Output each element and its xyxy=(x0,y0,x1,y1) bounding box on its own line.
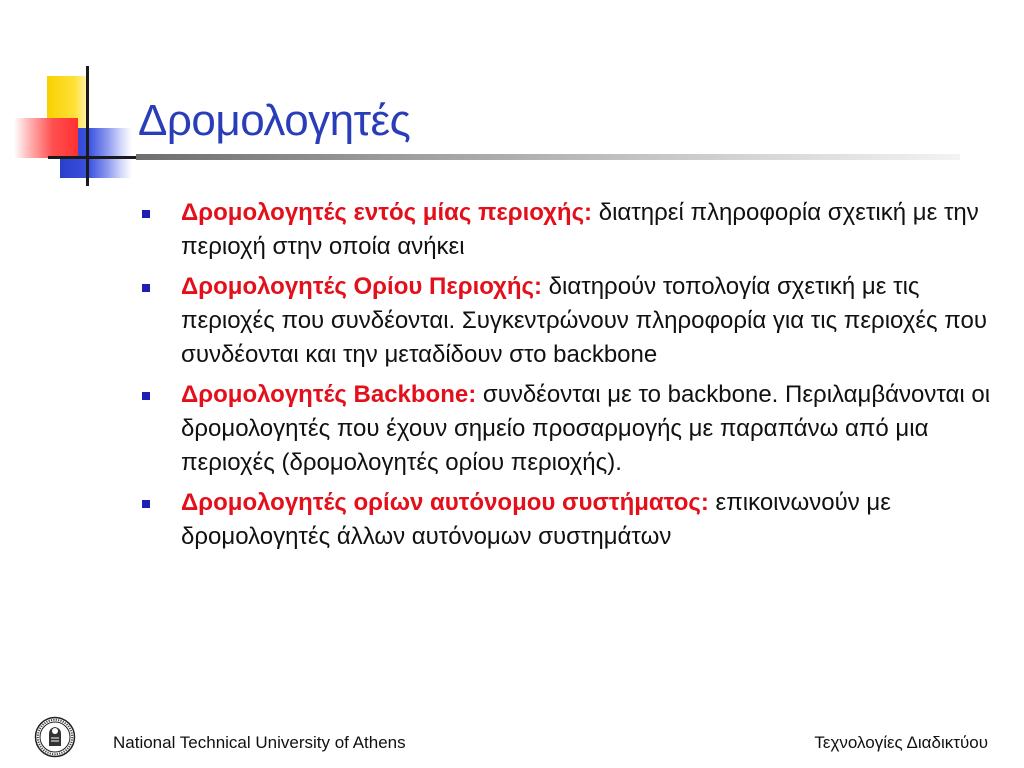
title-underline xyxy=(136,154,960,160)
bullet-list xyxy=(140,196,1010,560)
bullet-square-icon xyxy=(142,210,150,218)
bullet-term: Δρομολογητές Ορίου Περιοχής: xyxy=(181,273,542,300)
bullet-term: Δρομολογητές εντός μίας περιοχής: xyxy=(181,199,593,226)
university-seal-icon xyxy=(34,716,76,758)
bullet-item xyxy=(140,378,1010,480)
bullet-square-icon xyxy=(142,500,150,508)
bullet-term: Δρομολογητές ορίων αυτόνομου συστήματος: xyxy=(181,489,709,516)
decor-blue-fade xyxy=(108,128,132,178)
bullet-item xyxy=(140,270,1010,372)
bullet-square-icon xyxy=(142,392,150,400)
bullet-item xyxy=(140,486,1010,554)
decor-horizontal-line xyxy=(48,156,136,159)
bullet-text: διατηρεί πληροφορία σχετική με την περιοχή στην οποία ανήκει xyxy=(181,199,979,260)
footer-course: Τεχνολογίες Διαδικτύου xyxy=(814,733,988,752)
footer-institution: National Technical University of Athens xyxy=(113,733,406,752)
decor-red-square xyxy=(14,118,78,158)
slide-title: Δρομολογητές xyxy=(138,96,411,145)
bullet-text: διατηρούν τοπολογία σχετική με τις περιοχές που συνδέονται. Συγκεντρώνουν πληροφορία για τις περιοχές που συνδέονται και την μεταδίδουν στο backbone xyxy=(181,273,987,368)
bullet-item xyxy=(140,196,1010,264)
bullet-text: συνδέονται με το backbone. Περιλαμβάνονται οι δρομολογητές που έχουν σημείο προσαρμογής με παραπάνω από μια περιοχές (δρομολογητές ορίου περιοχής). xyxy=(181,381,991,476)
bullet-text: επικοινωνούν με δρομολογητές άλλων αυτόνομων συστημάτων xyxy=(181,489,891,550)
decor-vertical-line xyxy=(86,66,89,186)
bullet-term: Δρομολογητές Backbone: xyxy=(181,381,477,408)
bullet-square-icon xyxy=(142,284,150,292)
